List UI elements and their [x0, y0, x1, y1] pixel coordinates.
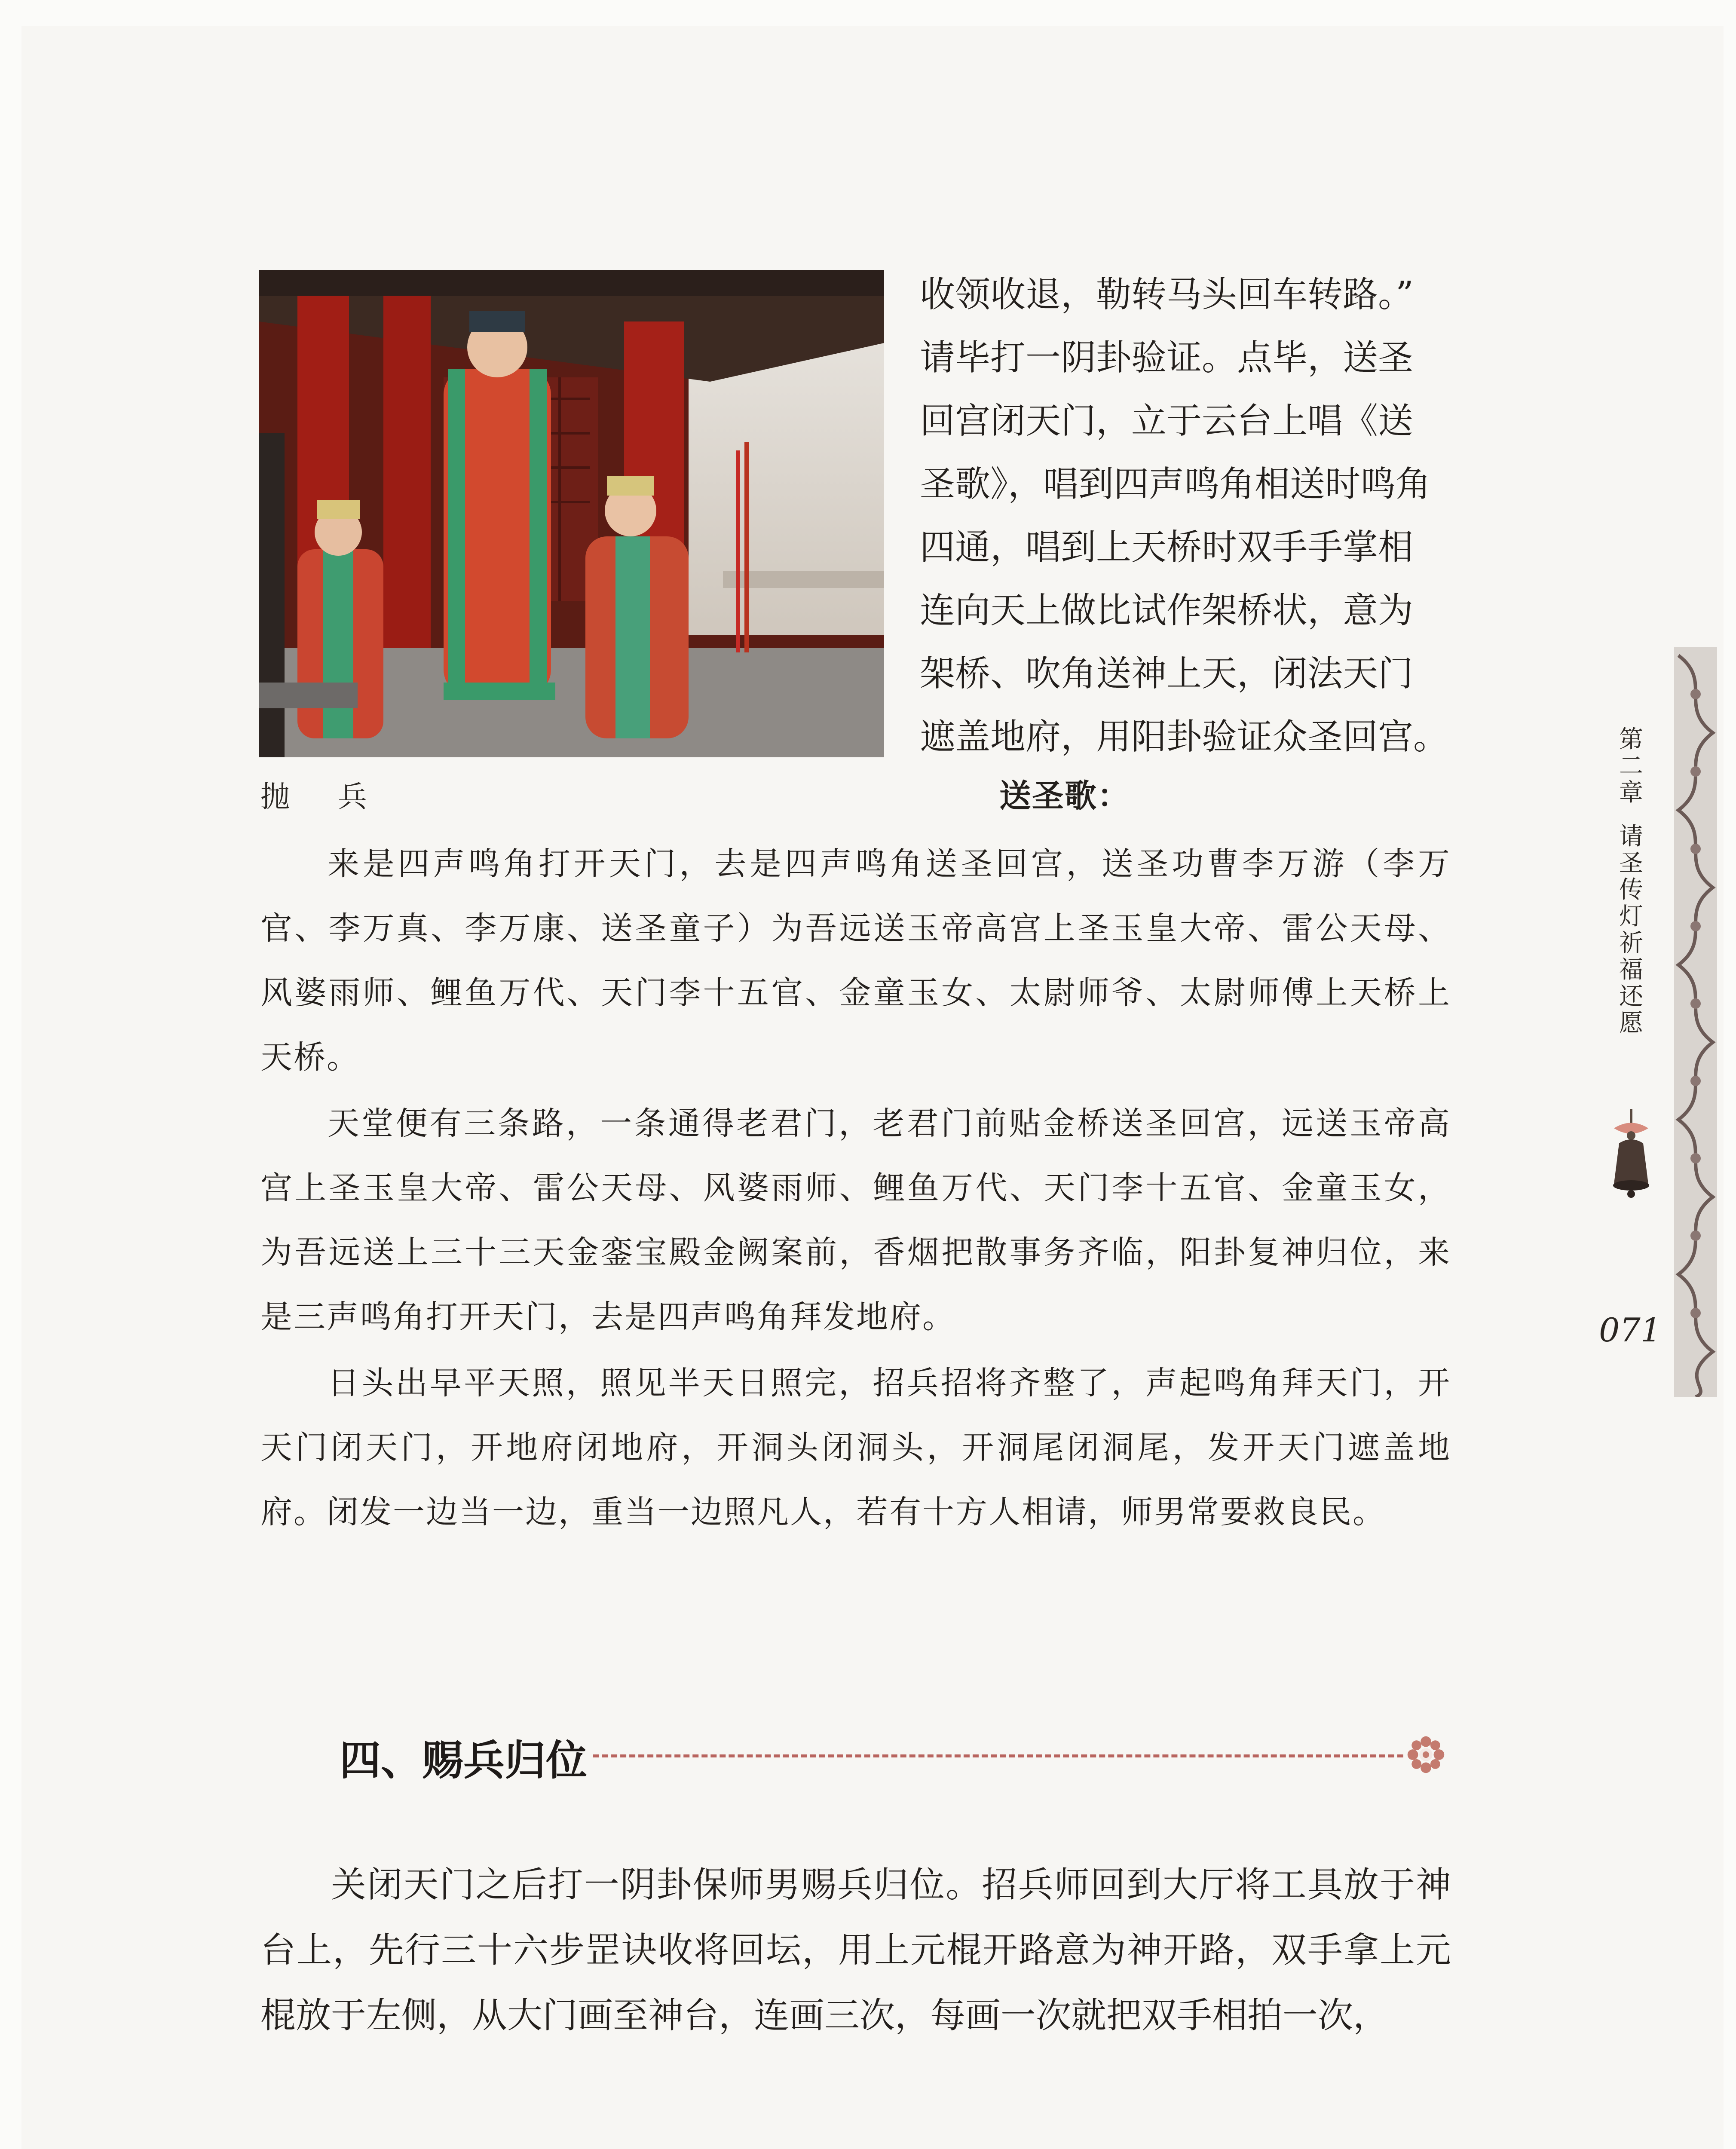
chapter-title-char: 福 [1619, 956, 1643, 984]
photo-caption [260, 774, 368, 815]
body-paragraph [260, 1852, 1451, 2048]
chapter-tab [1614, 726, 1648, 1037]
side-line: 四通，唱到上天桥时双手手掌相 [920, 527, 1414, 568]
bell-icon [1605, 1109, 1657, 1199]
page-number: 071 [1599, 1311, 1662, 1349]
chapter-title-char: 灯 [1619, 903, 1643, 931]
side-line: 回宫闭天门，立于云台上唱《送 [920, 401, 1414, 441]
side-line: 架桥、吹角送神上天，闭法天门 [920, 653, 1414, 694]
decorative-border-band [1674, 647, 1717, 1397]
section-title: 四、赐兵归位 [340, 1736, 587, 1785]
side-line: 请毕打一阴卦验证。点毕，送圣 [920, 337, 1414, 378]
song-paragraph: 日头出早平天照，照见半天日照完，招兵招将齐整了，声起鸣角拜天门，开天门闭天门，开地府闭地府，开洞头闭洞头，开洞尾闭洞尾，发开天门遮盖地府。闭发一边当一边，重当一边照凡人，若有十方人相请，师男常要救良民。 [260, 1365, 1451, 1531]
chapter-title-char: 愿 [1619, 1009, 1643, 1037]
flower-ornament-icon [1405, 1734, 1446, 1775]
side-line: 遮盖地府，用阳卦验证众圣回宫。 [920, 716, 1449, 757]
chapter-title-char: 祈 [1619, 929, 1643, 957]
side-paragraph [920, 263, 1448, 768]
chapter-title-char: 圣 [1619, 849, 1643, 877]
side-line: 圣歌》，唱到四声鸣角相送时鸣角 [920, 464, 1431, 505]
chapter-char: 章 [1619, 779, 1643, 807]
chapter-title-char: 请 [1619, 823, 1643, 851]
ritual-photo [259, 270, 884, 757]
song-paragraph: 天堂便有三条路，一条通得老君门，老君门前贴金桥送圣回宫，远送玉帝高宫上圣玉皇大帝、雷公天母、风婆雨师、鲤鱼万代、天门李十五官、金童玉女，为吾远送上三十三天金銮宝殿金阙案前，香烟把散事务齐临，阳卦复神归位，来是三声鸣角打开天门，去是四声鸣角拜发地府。 [260, 1105, 1451, 1335]
side-line: 收领收退，勒转马头回车转路。” [920, 274, 1414, 315]
chapter-char: 第 [1619, 726, 1643, 753]
ritual-photo-image [259, 270, 884, 757]
side-line: 连向天上做比试作架桥状，意为 [920, 590, 1414, 631]
chapter-char: 二 [1619, 752, 1643, 780]
chapter-title-char: 传 [1619, 876, 1643, 904]
song-lyrics [260, 832, 1451, 1546]
section-divider [593, 1754, 1403, 1757]
song-heading: 送圣歌： [999, 778, 1130, 814]
caption-char-2: 兵 [338, 780, 368, 814]
chapter-title-char: 还 [1619, 983, 1643, 1010]
song-paragraph: 来是四声鸣角打开天门，去是四声鸣角送圣回宫，送圣功曹李万游（李万官、李万真、李万康、送圣童子）为吾远送玉帝高宫上圣玉皇大帝、雷公天母、风婆雨师、鲤鱼万代、天门李十五官、金童玉女、太尉师爷、太尉师傅上天桥上天桥。 [260, 845, 1451, 1076]
caption-char-1: 抛 [260, 780, 291, 814]
body-text: 关闭天门之后打一阴卦保师男赐兵归位。招兵师回到大厅将工具放于神台上，先行三十六步罡诀收将回坛，用上元棍开路意为神开路，双手拿上元棍放于左侧，从大门画至神台，连画三次，每画一次就把双手相拍一次， [260, 1864, 1451, 2036]
